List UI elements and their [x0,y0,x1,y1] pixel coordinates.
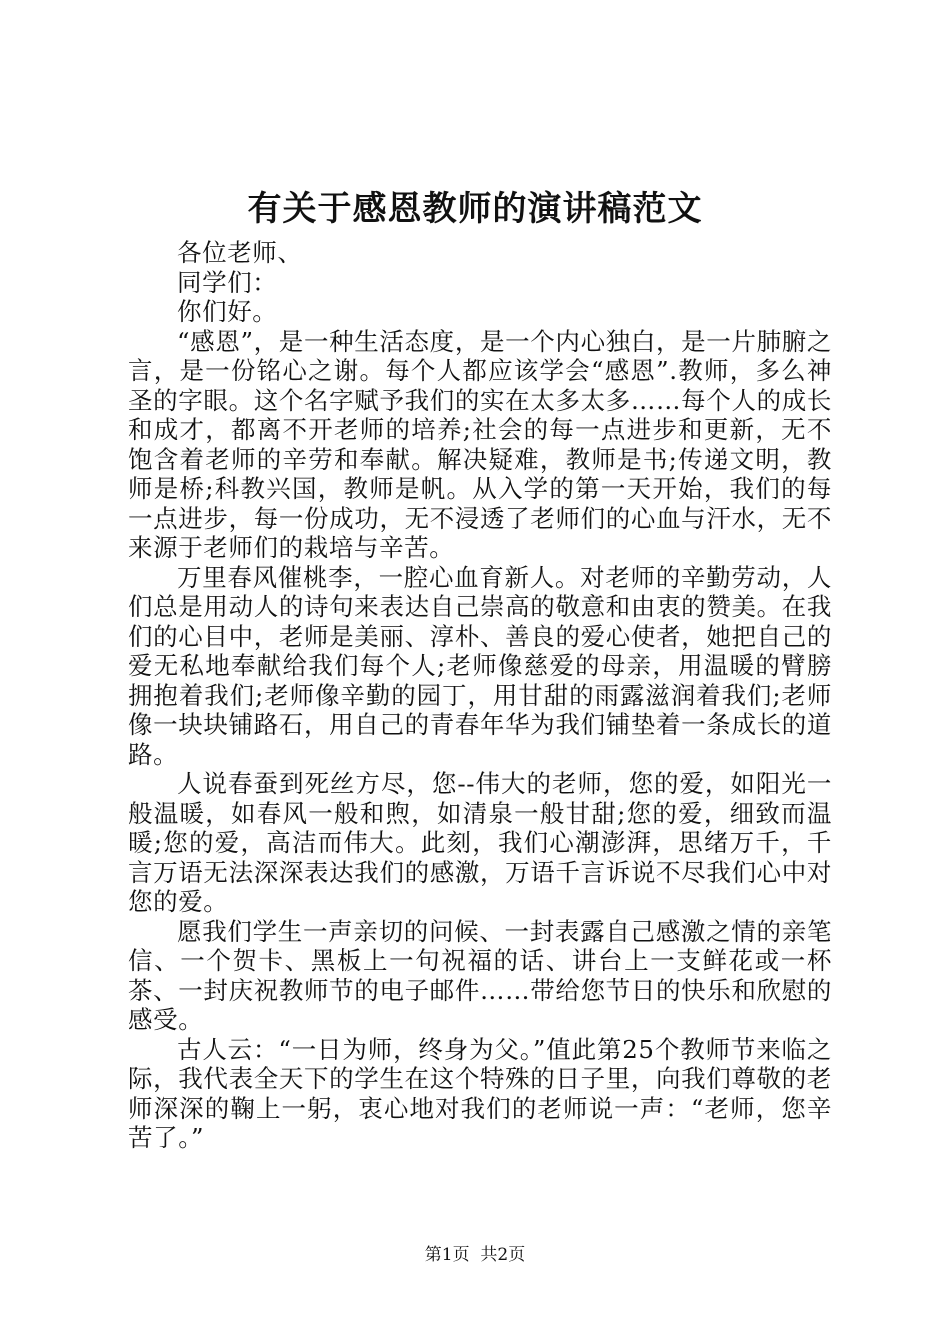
greeting-line-1: 各位老师、 [177,238,303,267]
paragraph-wishes: 愿我们学生一声亲切的问候、一封表露自己感激之情的亲笔信、一个贺卡、黑板上一句祝福的话、讲台上一支鲜花或一杯茶、一封庆祝教师节的电子邮件……带给您节日的快乐和欣慰的感受。 [128,916,832,1034]
document-title: 有关于感恩教师的演讲稿范文 [247,189,703,229]
greeting-line-2: 同学们： [177,267,278,297]
document-body [128,238,832,1153]
page-footer [0,1244,950,1266]
paragraph-gratitude: “感恩”，是一种生活态度，是一个内心独白，是一片肺腑之言，是一份铭心之谢。每个人都应该学会“感恩”.教师，多么神圣的字眼。这个名字赋予我们的实在太多太多……每个人的成长和成才，都离不开老师的培养;社会的每一点进步和更新，无不饱含着老师的辛劳和奉献。解决疑难，教师是书;传递文明，教师是桥;科教兴国，教师是帆。从入学的第一天开始，我们的每一点进步，每一份成功，无不浸透了老师们的心血与汗水，无不来源于老师们的栽培与辛苦。 [128,326,832,562]
page-number: 第1页 共2页 [424,1245,526,1265]
paragraph-spring-wind: 万里春风催桃李，一腔心血育新人。对老师的辛勤劳动，人们总是用动人的诗句来表达自己崇高的敬意和由衷的赞美。在我们的心目中，老师是美丽、淳朴、善良的爱心使者，她把自己的爱无私地奉献给我们每个人;老师像慈爱的母亲，用温暖的臂膀拥抱着我们;老师像辛勤的园丁，用甘甜的雨露滋润着我们;老师像一块块铺路石，用自己的青春年华为我们铺垫着一条成长的道路。 [128,562,832,769]
paragraph-ancient-saying: 古人云：“一日为师，终身为父。”值此第25个教师节来临之际，我代表全天下的学生在这个特殊的日子里，向我们尊敬的老师深深的鞠上一躬，衷心地对我们的老师说一声：“老师，您辛苦了。” [128,1034,832,1152]
greeting-line-3: 你们好。 [177,297,278,326]
paragraph-silkworm: 人说春蚕到死丝方尽，您--伟大的老师，您的爱，如阳光一般温暖，如春风一般和煦，如清泉一般甘甜;您的爱，细致而温暖;您的爱，高洁而伟大。此刻，我们心潮澎湃，思绪万千，千言万语无法深深表达我们的感激，万语千言诉说不尽我们心中对您的爱。 [128,769,832,916]
